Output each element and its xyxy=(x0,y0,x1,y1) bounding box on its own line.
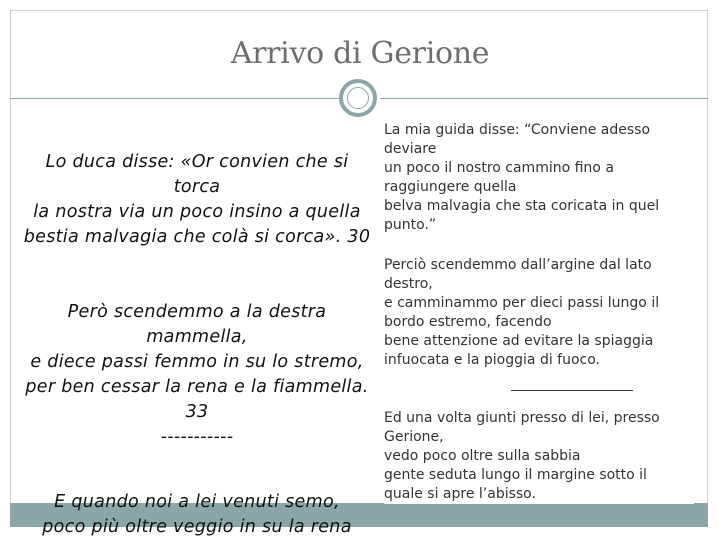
verse-line: E quando noi a lei venuti semo, xyxy=(54,492,340,512)
prose-line: infuocata e la pioggia di fuoco. xyxy=(384,352,601,368)
prose-line: quale si apre l’abisso. xyxy=(384,486,536,502)
prose-line: Ed una volta giunti presso di lei, presso xyxy=(384,410,660,426)
original-text-stanza-2 xyxy=(22,300,372,450)
original-text-stanza-3 xyxy=(22,490,372,540)
verse-number: 33 xyxy=(185,402,209,422)
translation-paragraph-1 xyxy=(384,121,694,235)
prose-line: Perciò scendemmo dall’argine dal lato xyxy=(384,257,652,273)
prose-line: destro, xyxy=(384,276,433,292)
verse-line: Lo duca disse: «Or convien che si xyxy=(45,152,349,172)
prose-line: bene attenzione ad evitare la spiaggia xyxy=(384,333,654,349)
prose-line: Gerione, xyxy=(384,429,444,445)
circle-ornament xyxy=(339,79,377,117)
separator-dashes: ----------- xyxy=(160,427,234,447)
prose-line: La mia guida disse: “Conviene adesso xyxy=(384,122,651,138)
verse-line: e diece passi femmo in su lo stremo, xyxy=(30,352,364,372)
verse-line: mammella, xyxy=(146,327,248,347)
verse-line: bestia malvagia che colà si corca». 30 xyxy=(23,227,371,247)
prose-line: raggiungere quella xyxy=(384,179,517,195)
prose-line: belva malvagia che sta coricata in quel xyxy=(384,198,660,214)
verse-line: poco più oltre veggio in su la rena xyxy=(42,517,352,537)
verse-line: torca xyxy=(173,177,221,197)
original-text-stanza-1 xyxy=(22,150,372,250)
verse-line: Però scendemmo a la destra xyxy=(67,302,327,322)
separator-line xyxy=(384,378,694,397)
verse-line: per ben cessar la rena e la fiammella. xyxy=(25,377,369,397)
prose-line: vedo poco oltre sulla sabbia xyxy=(384,448,581,464)
translation-paragraph-2 xyxy=(384,256,694,370)
verse-line: la nostra via un poco insino a quella xyxy=(33,202,361,222)
prose-line: gente seduta lungo il margine sotto il xyxy=(384,467,647,483)
prose-line: e camminammo per dieci passi lungo il xyxy=(384,295,660,311)
translation-paragraph-3 xyxy=(384,409,694,504)
slide-title: Arrivo di Gerione xyxy=(230,36,490,71)
title-divider-left xyxy=(10,98,340,99)
translation-column xyxy=(384,0,694,540)
prose-line: bordo estremo, facendo xyxy=(384,314,552,330)
prose-line: deviare xyxy=(384,141,437,157)
prose-line: punto.” xyxy=(384,217,437,233)
prose-line: un poco il nostro cammino fino a xyxy=(384,160,614,176)
